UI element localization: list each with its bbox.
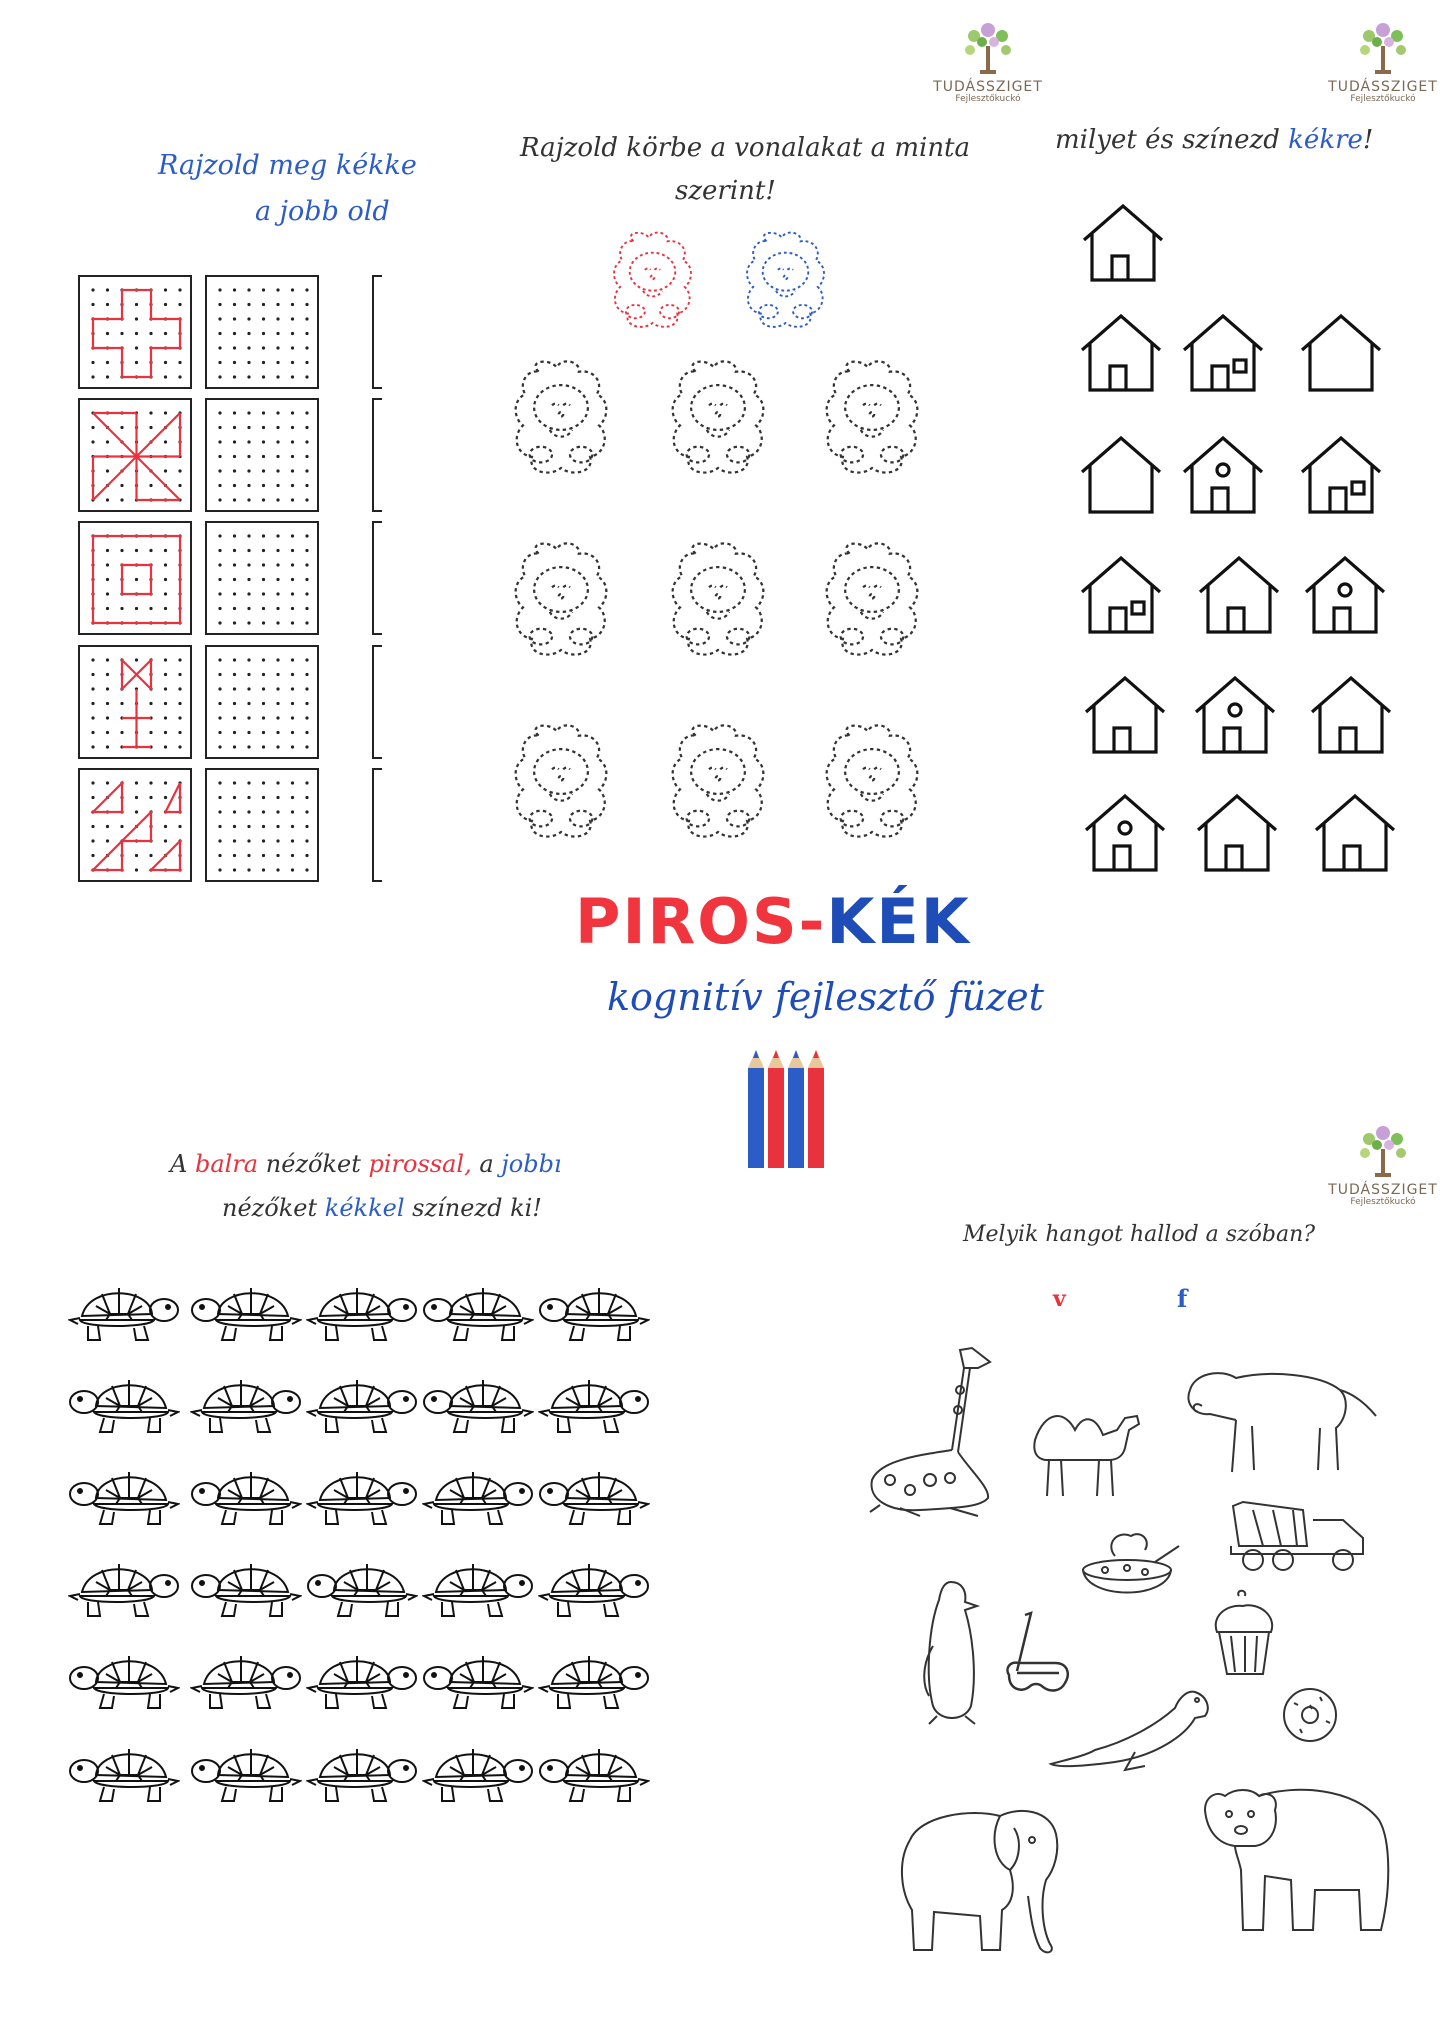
turtle-icon[interactable] [306,1372,418,1446]
letter-f: f [1177,1284,1188,1313]
house-title-highlight: kékre [1288,125,1363,155]
turtle-icon[interactable] [68,1648,180,1722]
turtle-icon[interactable] [306,1648,418,1722]
letter-v: v [1053,1286,1066,1312]
bear-icon [1195,1780,1395,1940]
turtle-icon[interactable] [538,1280,650,1354]
penguin-icon [915,1576,990,1726]
house-icon[interactable] [1192,672,1278,758]
logo-name: TUDÁSSZIGET [933,79,1043,95]
turtle-icon[interactable] [538,1741,650,1815]
hedgehog-trace-icon[interactable] [505,720,617,849]
turtle-icon[interactable] [422,1648,534,1722]
cover-title-red: PIROS [575,885,799,958]
grid-partial-box [372,521,382,635]
hedgehog-page-title-line2: szerint! [675,176,776,206]
elephant-icon [890,1800,1080,1960]
turtle-title-kekkel: kékkel [324,1194,405,1222]
grid-partial-box [372,768,382,882]
turtle-icon[interactable] [190,1556,302,1630]
hedgehog-trace-icon[interactable] [505,356,617,485]
grid-blank-box[interactable] [205,645,319,759]
logo-name: TUDÁSSZIGET [1328,1182,1438,1198]
house-icon[interactable] [1196,552,1282,638]
grid-pattern-box [78,275,192,389]
turtle-title-text: A [170,1150,195,1178]
seal-icon [1045,1686,1215,1776]
turtle-title-text: nézőket [258,1150,369,1178]
hedgehog-trace-icon[interactable] [816,356,928,485]
hedgehog-trace-icon[interactable] [816,720,928,849]
turtle-icon[interactable] [538,1464,650,1538]
turtle-title-text: a [471,1150,502,1178]
logo-sub: Fejlesztőkuckó [1350,94,1416,104]
house-icon[interactable] [1082,672,1168,758]
house-icon[interactable] [1298,310,1384,396]
warthog-icon [1180,1360,1380,1480]
grid-pattern-box [78,645,192,759]
grid-pattern-box [78,521,192,635]
grid-page-title-line1: Rajzold meg kékke [158,150,417,181]
logo-top-right [1323,22,1443,104]
turtle-title-text: nézőket [222,1194,325,1222]
cover-title-dash: - [798,885,827,958]
turtle-icon[interactable] [68,1280,180,1354]
grid-blank-box[interactable] [205,275,319,389]
hedgehog-trace-icon[interactable] [738,228,833,338]
grid-partial-box [372,645,382,759]
tree-logo-icon [960,22,1016,78]
turtle-title-pirossal: pirossal, [368,1150,472,1178]
turtle-title-balra: balra [194,1150,259,1178]
turtle-icon[interactable] [538,1372,650,1446]
house-title-suffix: ! [1362,125,1374,155]
turtle-title-jobbra: jobbı [501,1150,562,1178]
hedgehog-trace-icon[interactable] [662,720,774,849]
house-icon[interactable] [1194,790,1280,876]
turtle-icon[interactable] [422,1280,534,1354]
house-icon[interactable] [1080,200,1166,286]
house-icon[interactable] [1302,552,1388,638]
turtle-icon[interactable] [538,1648,650,1722]
turtle-page-title-line1 [170,1150,562,1178]
hedgehog-trace-icon[interactable] [605,228,700,338]
house-icon[interactable] [1078,310,1164,396]
hedgehog-trace-icon[interactable] [662,356,774,485]
turtle-icon[interactable] [422,1741,534,1815]
turtle-page-title-line2 [222,1194,542,1222]
house-icon[interactable] [1298,432,1384,518]
cover-title [575,885,971,958]
donut-icon [1280,1685,1340,1745]
turtle-icon[interactable] [306,1741,418,1815]
pencils-icon [746,1050,830,1170]
house-icon[interactable] [1180,432,1266,518]
grid-partial-box [372,275,382,389]
turtle-icon[interactable] [538,1556,650,1630]
logo-sub: Fejlesztőkuckó [955,94,1021,104]
giraffe-icon [860,1340,1000,1520]
logo-sub: Fejlesztőkuckó [1350,1197,1416,1207]
logo-top-center [928,22,1048,104]
turtle-icon[interactable] [190,1372,302,1446]
tree-logo-icon [1355,1125,1411,1181]
cupcake-icon [1207,1586,1282,1681]
tree-logo-icon [1355,22,1411,78]
turtle-icon[interactable] [422,1372,534,1446]
logo-bottom-right [1323,1125,1443,1207]
sound-page-title: Melyik hangot hallod a szóban? [963,1222,1316,1247]
hedgehog-trace-icon[interactable] [662,538,774,667]
house-icon[interactable] [1078,552,1164,638]
grid-blank-box[interactable] [205,398,319,512]
cover-title-blue: KÉK [826,885,971,958]
soup-bowl-icon [1075,1526,1185,1616]
grid-blank-box[interactable] [205,768,319,882]
turtle-title-text: színezd ki! [404,1194,542,1222]
hedgehog-trace-icon[interactable] [816,538,928,667]
grid-pattern-box [78,398,192,512]
house-title-prefix: milyet és színezd [1055,125,1289,155]
camel-icon [1025,1400,1145,1500]
hedgehog-trace-icon[interactable] [505,538,617,667]
cover-subtitle: kognitív fejlesztő füzet [607,975,1044,1019]
grid-page-title-line2: a jobb old [255,196,390,227]
turtle-icon[interactable] [190,1464,302,1538]
cement-mixer-icon [1223,1496,1368,1576]
turtle-icon[interactable] [306,1556,418,1630]
turtle-icon[interactable] [422,1556,534,1630]
grid-partial-box [372,398,382,512]
turtle-icon[interactable] [306,1280,418,1354]
turtle-icon[interactable] [68,1464,180,1538]
house-icon[interactable] [1308,672,1394,758]
turtle-icon[interactable] [190,1280,302,1354]
house-icon[interactable] [1180,310,1266,396]
turtle-icon[interactable] [306,1464,418,1538]
turtle-icon[interactable] [68,1741,180,1815]
turtle-icon[interactable] [68,1556,180,1630]
turtle-icon[interactable] [190,1648,302,1722]
turtle-icon[interactable] [422,1464,534,1538]
logo-name: TUDÁSSZIGET [1328,79,1438,95]
house-icon[interactable] [1078,432,1164,518]
house-page-title [1055,125,1373,155]
turtle-icon[interactable] [68,1372,180,1446]
grid-blank-box[interactable] [205,521,319,635]
turtle-icon[interactable] [190,1741,302,1815]
grid-pattern-box [78,768,192,882]
house-icon[interactable] [1082,790,1168,876]
hedgehog-page-title-line1: Rajzold körbe a vonalakat a minta [520,133,971,163]
house-icon[interactable] [1312,790,1398,876]
